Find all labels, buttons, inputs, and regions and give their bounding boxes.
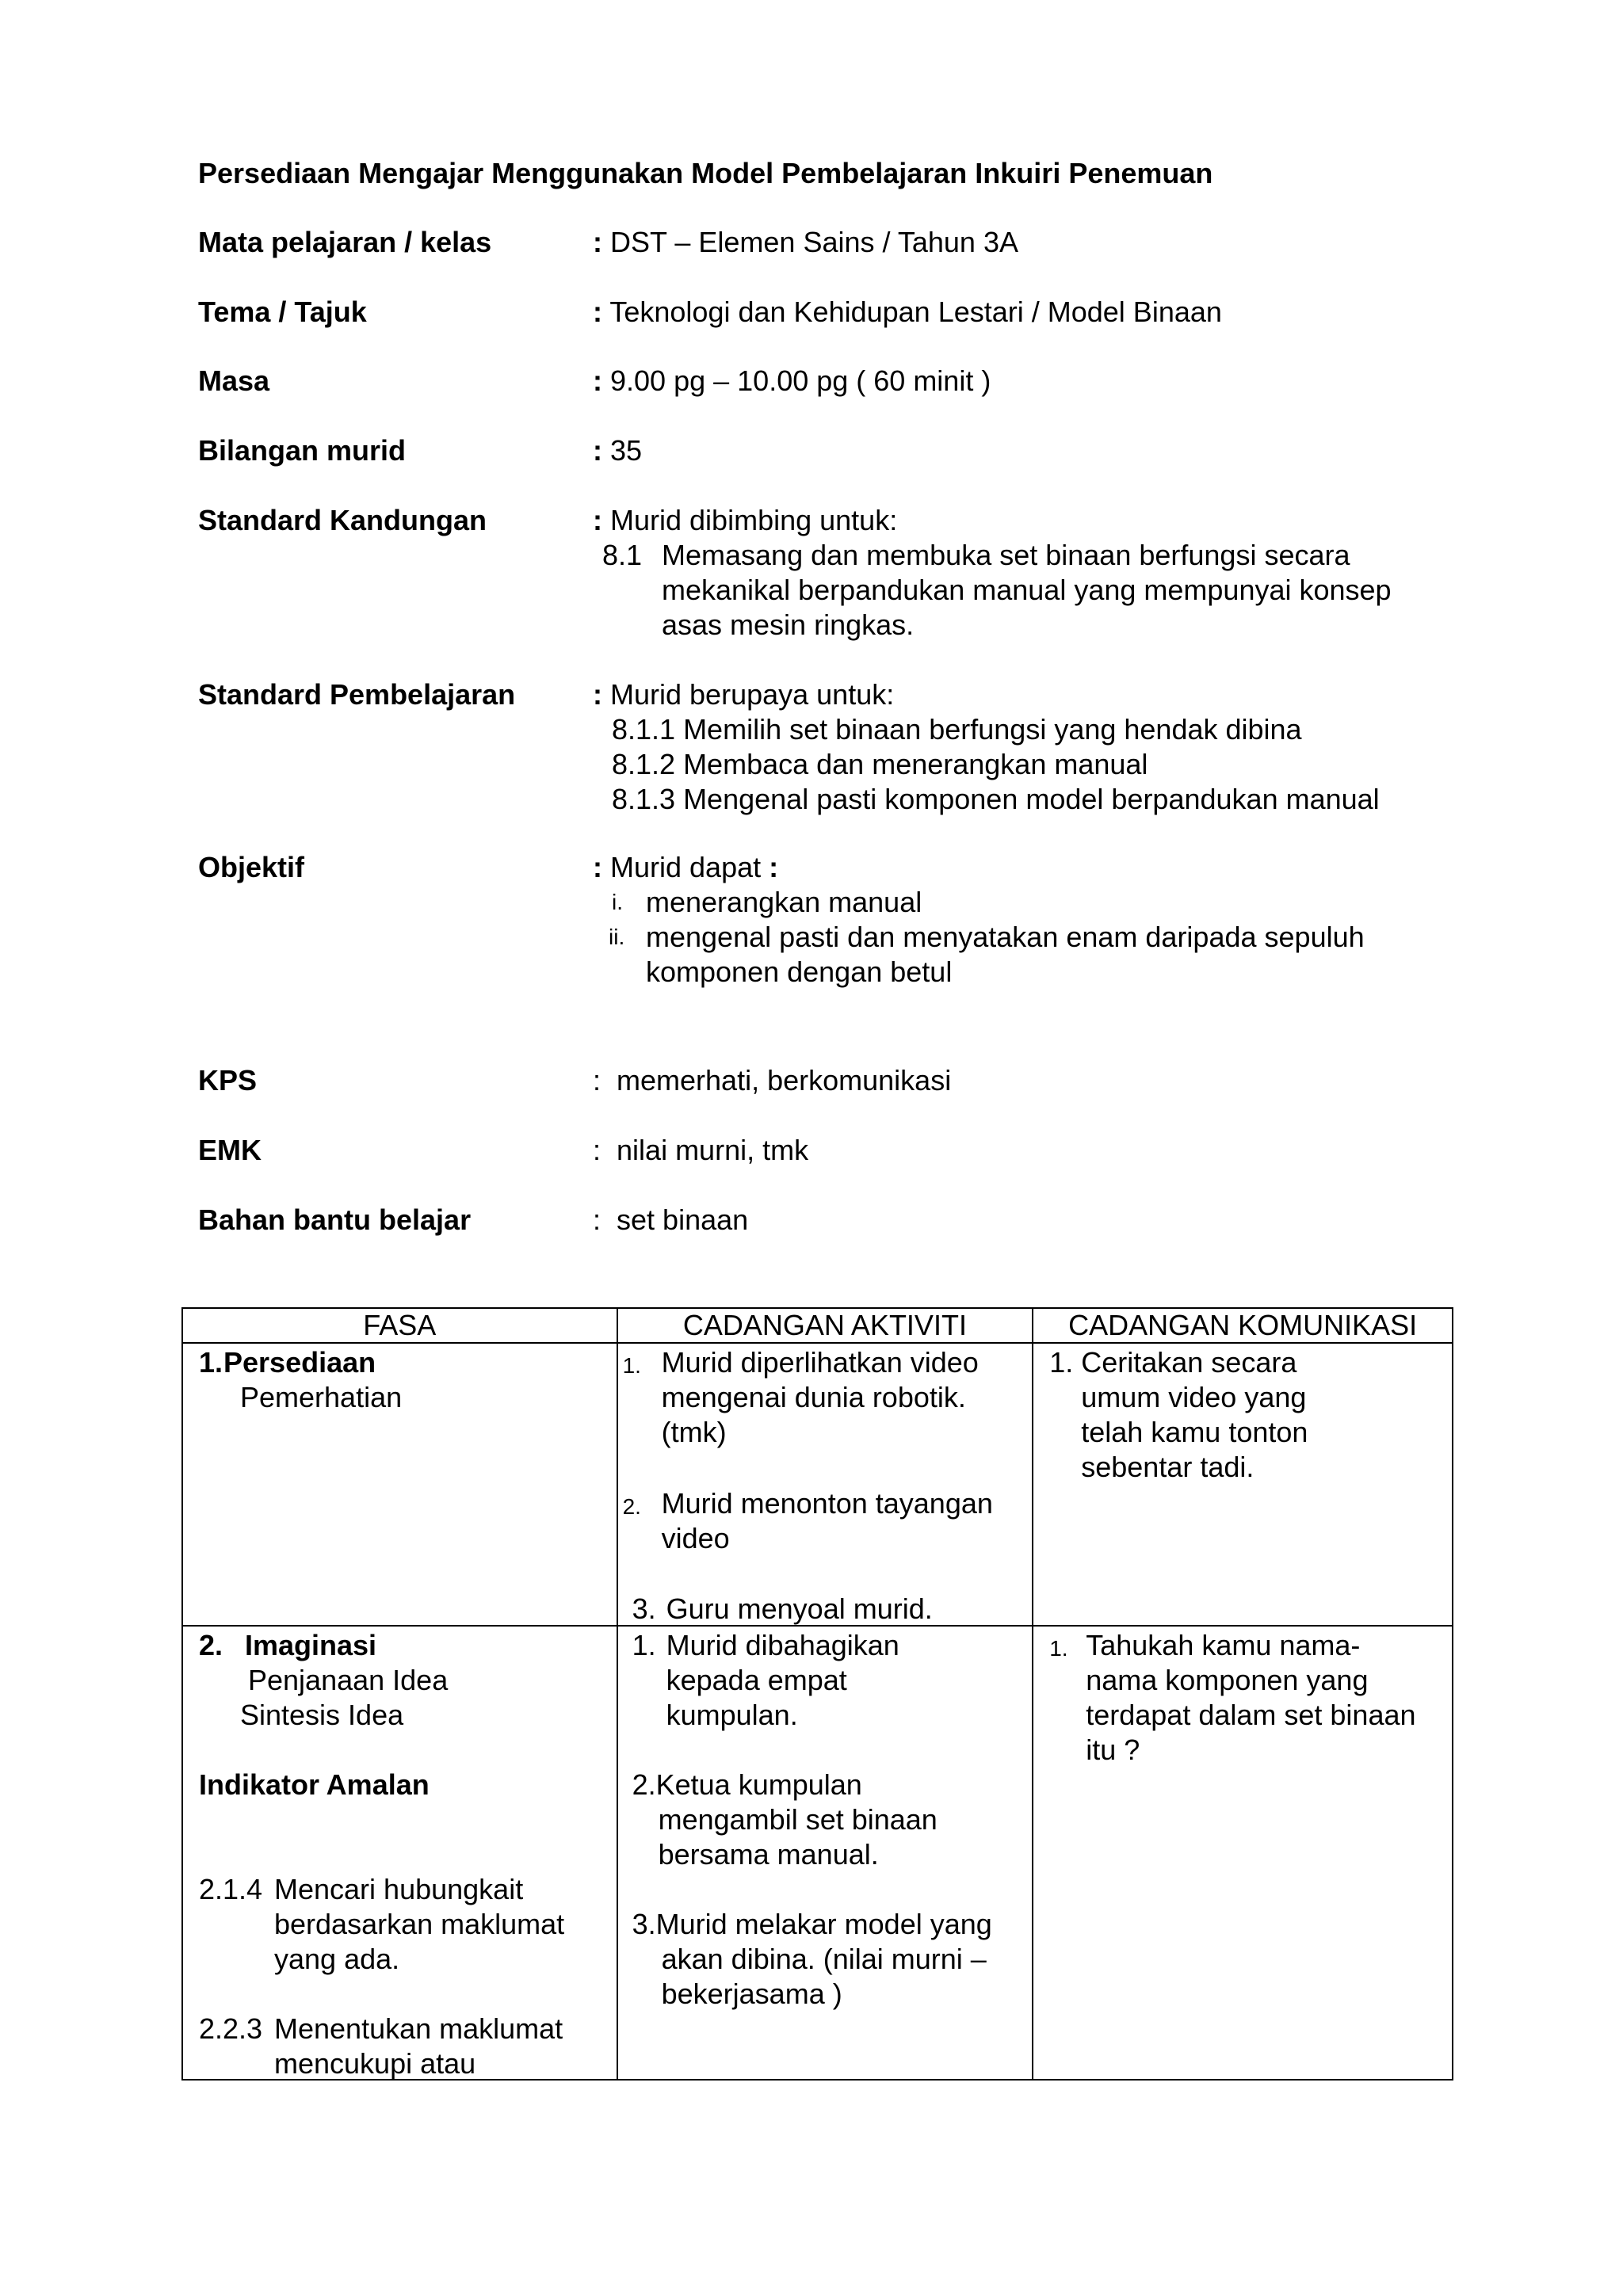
field-colon: : (593, 678, 602, 711)
field-colon: : (593, 1203, 601, 1236)
activity-line: mengenai dunia robotik. (661, 1381, 966, 1413)
field-value: Murid dapat (610, 851, 762, 883)
phase-subtitle: Sintesis Idea (240, 1699, 404, 1731)
communication-number: 1. (1049, 1346, 1074, 1379)
field-content-standard (198, 503, 1498, 646)
activity-line: mengambil set binaan (658, 1803, 938, 1836)
field-colon: : (593, 1134, 601, 1166)
objective-item-number: ii. (609, 925, 625, 949)
indicator-line: Menentukan maklumat (274, 2012, 563, 2045)
activity-number: 2. (622, 1494, 641, 1519)
activity-line: Murid dibahagikan (666, 1629, 899, 1661)
communication-number: 1. (1049, 1636, 1068, 1661)
communication-cell (1033, 1343, 1453, 1626)
field-colon: : (769, 851, 779, 883)
communication-line: sebentar tadi. (1081, 1451, 1254, 1483)
communication-line: Tahukah kamu nama- (1086, 1629, 1361, 1661)
lesson-plan-table (181, 1307, 1453, 2081)
standard-item-line: mekanikal berpandukan manual yang mempunyai konsep (662, 574, 1392, 606)
field-label: Masa (198, 364, 270, 397)
field-value: Murid berupaya untuk: (610, 678, 895, 711)
activity-line: Ketua kumpulan (655, 1768, 862, 1801)
standard-item-line: Memasang dan membuka set binaan berfungsi secara (662, 539, 1350, 571)
indicator-line: Mencari hubungkait (274, 1873, 524, 1905)
indicator-line: berdasarkan maklumat (274, 1908, 565, 1940)
phase-cell (182, 1626, 617, 2080)
phase-cell (182, 1343, 617, 1626)
objective-item-line: mengenal pasti dan menyatakan enam daripada sepuluh (646, 921, 1365, 953)
indicator-title: Indikator Amalan (199, 1768, 430, 1801)
field-colon: : (593, 1064, 601, 1097)
activity-line: akan dibina. (nilai murni – (661, 1943, 987, 1975)
phase-subtitle: Penjanaan Idea (248, 1664, 449, 1696)
activity-line: kepada empat (666, 1664, 847, 1696)
communication-line: telah kamu tonton (1081, 1416, 1308, 1448)
field-value: Murid dibimbing untuk: (610, 504, 898, 536)
phase-subtitle: Pemerhatian (240, 1381, 403, 1413)
field-label: Mata pelajaran / kelas (198, 226, 492, 258)
phase-title: Persediaan (223, 1346, 376, 1379)
field-label: KPS (198, 1064, 258, 1097)
activity-line: Murid menonton tayangan (661, 1487, 993, 1520)
table-row (182, 1626, 1453, 2080)
activity-number: 3. (632, 1592, 656, 1625)
phase-number: 2. (199, 1629, 223, 1661)
table-header-row (182, 1308, 1453, 1343)
field-value: 35 (610, 434, 643, 467)
activity-line: Guru menyoal murid. (666, 1592, 933, 1625)
objective-item-line: komponen dengan betul (646, 955, 953, 988)
field-label: Tema / Tajuk (198, 296, 367, 328)
field-value: 9.00 pg – 10.00 pg ( 60 minit ) (610, 364, 991, 397)
column-header-phase: FASA (182, 1308, 617, 1343)
activity-number: 2. (632, 1768, 656, 1801)
field-label: Bahan bantu belajar (198, 1203, 472, 1236)
communication-cell (1033, 1626, 1453, 2080)
activities-cell (617, 1343, 1033, 1626)
field-value: Teknologi dan Kehidupan Lestari / Model Binaan (609, 296, 1222, 328)
column-header-activities: CADANGAN AKTIVITI (617, 1308, 1033, 1343)
indicator-line: mencukupi atau (274, 2047, 476, 2080)
field-colon: : (593, 434, 602, 467)
communication-line: terdapat dalam set binaan (1086, 1699, 1416, 1731)
phase-number: 1. (199, 1346, 223, 1379)
learning-standard-item: 8.1.2 Membaca dan menerangkan manual (612, 748, 1148, 780)
communication-line: itu ? (1086, 1733, 1140, 1766)
field-value: DST – Elemen Sains / Tahun 3A (610, 226, 1018, 258)
activity-line: bekerjasama ) (661, 1978, 842, 2010)
activity-number: 1. (632, 1629, 656, 1661)
field-learning-standard (198, 677, 1498, 820)
activity-line: bersama manual. (658, 1838, 879, 1871)
indicator-line: yang ada. (274, 1943, 400, 1975)
column-header-communication: CADANGAN KOMUNIKASI (1033, 1308, 1453, 1343)
activity-number: 1. (622, 1353, 641, 1378)
objective-item-line: menerangkan manual (646, 886, 922, 918)
field-objective (198, 850, 1498, 993)
communication-line: Ceritakan secara (1081, 1346, 1297, 1379)
communication-line: umum video yang (1081, 1381, 1307, 1413)
field-label: Standard Pembelajaran (198, 678, 516, 711)
document-title: Persediaan Mengajar Menggunakan Model Pembelajaran Inkuiri Penemuan (198, 157, 1213, 189)
field-colon: : (593, 364, 602, 397)
indicator-number: 2.2.3 (199, 2012, 263, 2045)
activity-line: video (661, 1522, 730, 1554)
activity-number: 3. (632, 1908, 656, 1940)
activity-line: (tmk) (661, 1416, 727, 1448)
learning-standard-item: 8.1.1 Memilih set binaan berfungsi yang hendak dibina (612, 713, 1302, 746)
field-value: set binaan (617, 1203, 749, 1236)
objective-item-number: i. (612, 890, 623, 914)
activity-line: Murid melakar model yang (655, 1908, 992, 1940)
indicator-number: 2.1.4 (199, 1873, 263, 1905)
field-value: nilai murni, tmk (617, 1134, 809, 1166)
activity-line: Murid diperlihatkan video (661, 1346, 979, 1379)
phase-title: Imaginasi (245, 1629, 377, 1661)
standard-item-line: asas mesin ringkas. (662, 608, 915, 641)
standard-item-number: 8.1 (602, 539, 643, 571)
table-row (182, 1343, 1453, 1626)
field-colon: : (593, 226, 602, 258)
field-colon: : (593, 851, 602, 883)
activity-line: kumpulan. (666, 1699, 798, 1731)
field-label: Standard Kandungan (198, 504, 487, 536)
field-label: Objektif (198, 851, 305, 883)
activities-cell (617, 1626, 1033, 2080)
learning-standard-item: 8.1.3 Mengenal pasti komponen model berpandukan manual (612, 783, 1380, 815)
field-colon: : (593, 296, 602, 328)
field-colon: : (593, 504, 602, 536)
field-label: Bilangan murid (198, 434, 407, 467)
communication-line: nama komponen yang (1086, 1664, 1369, 1696)
field-label: EMK (198, 1134, 262, 1166)
field-value: memerhati, berkomunikasi (617, 1064, 952, 1097)
